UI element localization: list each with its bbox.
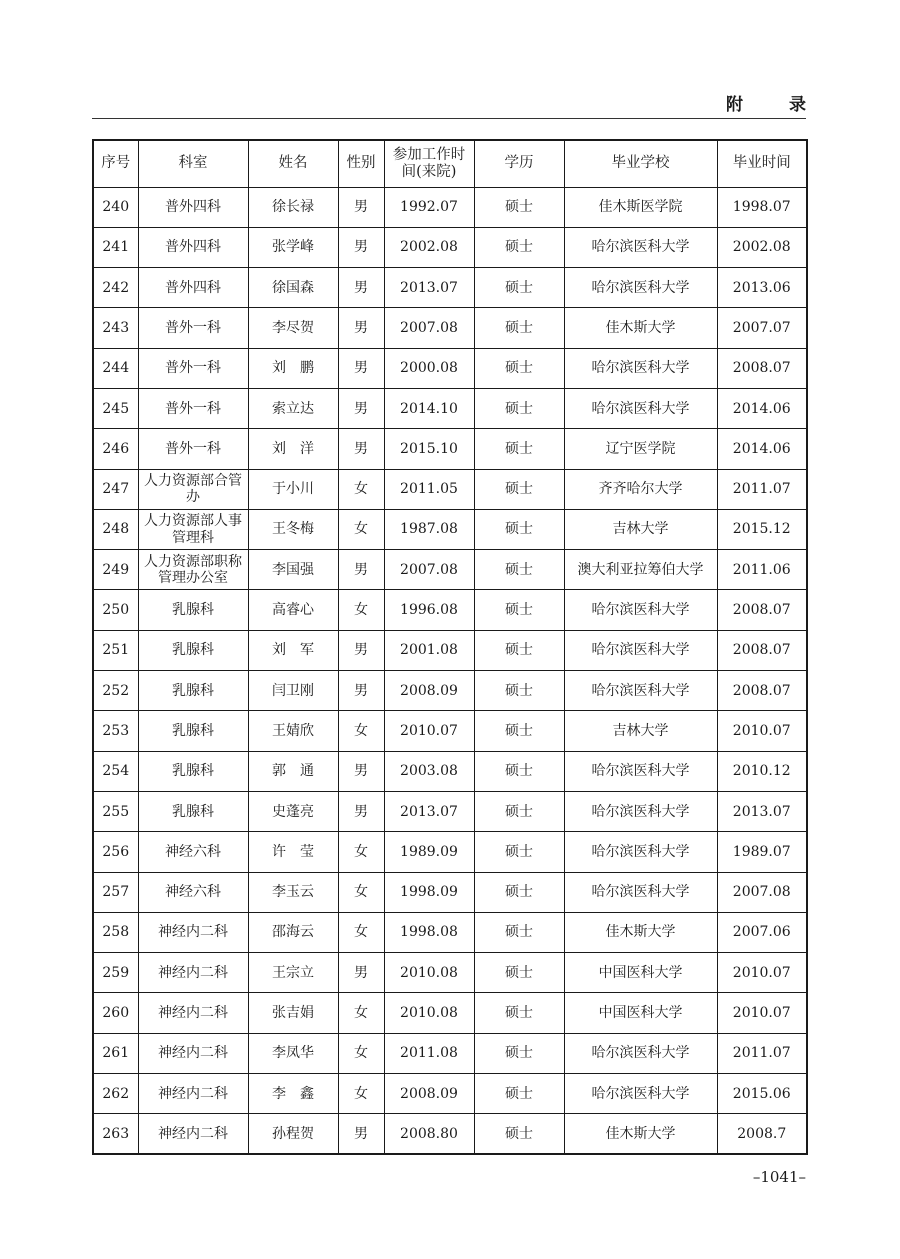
cell-name: 李尽贺	[248, 308, 338, 348]
cell-department: 普外四科	[138, 187, 248, 227]
cell-degree: 硕士	[474, 630, 564, 670]
table-header-row	[93, 140, 807, 187]
cell-start-date: 2011.08	[384, 1033, 474, 1073]
cell-index: 261	[93, 1033, 138, 1073]
col-header-gender: 性别	[338, 140, 384, 187]
cell-school: 哈尔滨医科大学	[564, 1074, 717, 1114]
col-header-graduation-date: 毕业时间	[717, 140, 807, 187]
header-rule	[92, 118, 806, 119]
cell-index: 262	[93, 1074, 138, 1114]
cell-index: 246	[93, 429, 138, 469]
cell-gender: 男	[338, 751, 384, 791]
col-header-start-date: 参加工作时间(来院)	[384, 140, 474, 187]
cell-graduation-date: 2013.06	[717, 268, 807, 308]
cell-degree: 硕士	[474, 308, 564, 348]
table-row	[93, 993, 807, 1033]
cell-school: 哈尔滨医科大学	[564, 1033, 717, 1073]
cell-school: 佳木斯医学院	[564, 187, 717, 227]
col-header-department: 科室	[138, 140, 248, 187]
cell-graduation-date: 2015.06	[717, 1074, 807, 1114]
cell-start-date: 2010.08	[384, 993, 474, 1033]
cell-degree: 硕士	[474, 953, 564, 993]
table-row	[93, 671, 807, 711]
cell-index: 256	[93, 832, 138, 872]
cell-gender: 男	[338, 187, 384, 227]
cell-gender: 男	[338, 630, 384, 670]
table-row	[93, 912, 807, 952]
cell-degree: 硕士	[474, 1114, 564, 1154]
cell-gender: 女	[338, 469, 384, 509]
cell-degree: 硕士	[474, 187, 564, 227]
table-row	[93, 187, 807, 227]
cell-department: 神经内二科	[138, 1074, 248, 1114]
cell-name: 孙程贺	[248, 1114, 338, 1154]
cell-name: 李 鑫	[248, 1074, 338, 1114]
cell-department: 乳腺科	[138, 711, 248, 751]
cell-school: 佳木斯大学	[564, 1114, 717, 1154]
cell-index: 248	[93, 509, 138, 549]
cell-degree: 硕士	[474, 469, 564, 509]
running-head	[726, 90, 806, 115]
cell-name: 刘 鹏	[248, 348, 338, 388]
cell-index: 247	[93, 469, 138, 509]
cell-name: 李玉云	[248, 872, 338, 912]
cell-gender: 男	[338, 268, 384, 308]
cell-degree: 硕士	[474, 388, 564, 428]
cell-school: 中国医科大学	[564, 993, 717, 1033]
cell-index: 241	[93, 227, 138, 267]
cell-department: 普外一科	[138, 429, 248, 469]
cell-degree: 硕士	[474, 429, 564, 469]
cell-start-date: 2013.07	[384, 268, 474, 308]
cell-school: 佳木斯大学	[564, 912, 717, 952]
cell-department: 神经六科	[138, 832, 248, 872]
table-row	[93, 1074, 807, 1114]
cell-department: 人力资源部职称管理办公室	[138, 550, 248, 590]
cell-start-date: 2013.07	[384, 791, 474, 831]
cell-name: 李国强	[248, 550, 338, 590]
cell-school: 吉林大学	[564, 509, 717, 549]
cell-department: 乳腺科	[138, 671, 248, 711]
cell-degree: 硕士	[474, 671, 564, 711]
cell-start-date: 1992.07	[384, 187, 474, 227]
table-row	[93, 711, 807, 751]
cell-name: 邵海云	[248, 912, 338, 952]
cell-school: 哈尔滨医科大学	[564, 630, 717, 670]
col-header-name: 姓名	[248, 140, 338, 187]
cell-graduation-date: 2008.07	[717, 671, 807, 711]
table-row	[93, 227, 807, 267]
cell-degree: 硕士	[474, 227, 564, 267]
cell-start-date: 2003.08	[384, 751, 474, 791]
cell-start-date: 2008.09	[384, 671, 474, 711]
cell-index: 243	[93, 308, 138, 348]
cell-department: 乳腺科	[138, 630, 248, 670]
cell-degree: 硕士	[474, 348, 564, 388]
cell-graduation-date: 1998.07	[717, 187, 807, 227]
cell-start-date: 1989.09	[384, 832, 474, 872]
cell-name: 于小川	[248, 469, 338, 509]
cell-school: 哈尔滨医科大学	[564, 348, 717, 388]
cell-degree: 硕士	[474, 711, 564, 751]
cell-department: 普外一科	[138, 308, 248, 348]
table-row	[93, 388, 807, 428]
cell-index: 240	[93, 187, 138, 227]
cell-index: 242	[93, 268, 138, 308]
cell-graduation-date: 2011.07	[717, 1033, 807, 1073]
table-row	[93, 429, 807, 469]
cell-school: 澳大利亚拉筹伯大学	[564, 550, 717, 590]
cell-index: 259	[93, 953, 138, 993]
cell-department: 人力资源部合管办	[138, 469, 248, 509]
cell-graduation-date: 2007.06	[717, 912, 807, 952]
cell-degree: 硕士	[474, 832, 564, 872]
cell-graduation-date: 2014.06	[717, 429, 807, 469]
cell-gender: 男	[338, 308, 384, 348]
cell-gender: 男	[338, 671, 384, 711]
cell-start-date: 1998.08	[384, 912, 474, 952]
cell-degree: 硕士	[474, 509, 564, 549]
table-row	[93, 268, 807, 308]
table-row	[93, 953, 807, 993]
cell-degree: 硕士	[474, 993, 564, 1033]
cell-gender: 女	[338, 711, 384, 751]
cell-gender: 男	[338, 1114, 384, 1154]
cell-name: 郭 通	[248, 751, 338, 791]
cell-gender: 女	[338, 912, 384, 952]
cell-school: 哈尔滨医科大学	[564, 268, 717, 308]
cell-index: 245	[93, 388, 138, 428]
cell-department: 神经内二科	[138, 1033, 248, 1073]
cell-gender: 男	[338, 429, 384, 469]
table-row	[93, 590, 807, 630]
table-row	[93, 469, 807, 509]
cell-department: 普外四科	[138, 268, 248, 308]
cell-index: 260	[93, 993, 138, 1033]
cell-department: 神经六科	[138, 872, 248, 912]
table-row	[93, 751, 807, 791]
cell-gender: 男	[338, 227, 384, 267]
cell-name: 徐国森	[248, 268, 338, 308]
cell-degree: 硕士	[474, 590, 564, 630]
cell-school: 中国医科大学	[564, 953, 717, 993]
cell-graduation-date: 2010.07	[717, 711, 807, 751]
table-row	[93, 1033, 807, 1073]
cell-start-date: 1987.08	[384, 509, 474, 549]
cell-start-date: 2008.80	[384, 1114, 474, 1154]
cell-department: 神经内二科	[138, 912, 248, 952]
table-row	[93, 509, 807, 549]
cell-start-date: 2007.08	[384, 308, 474, 348]
cell-gender: 女	[338, 1074, 384, 1114]
table-row	[93, 630, 807, 670]
cell-start-date: 2014.10	[384, 388, 474, 428]
table-body	[93, 187, 807, 1154]
cell-index: 252	[93, 671, 138, 711]
cell-school: 哈尔滨医科大学	[564, 832, 717, 872]
cell-gender: 女	[338, 832, 384, 872]
cell-index: 258	[93, 912, 138, 952]
cell-index: 255	[93, 791, 138, 831]
table-row	[93, 348, 807, 388]
cell-name: 王宗立	[248, 953, 338, 993]
col-header-degree: 学历	[474, 140, 564, 187]
cell-department: 神经内二科	[138, 953, 248, 993]
cell-graduation-date: 2007.07	[717, 308, 807, 348]
cell-name: 许 莹	[248, 832, 338, 872]
cell-graduation-date: 2015.12	[717, 509, 807, 549]
cell-department: 乳腺科	[138, 751, 248, 791]
cell-start-date: 1996.08	[384, 590, 474, 630]
cell-school: 辽宁医学院	[564, 429, 717, 469]
cell-gender: 女	[338, 590, 384, 630]
cell-degree: 硕士	[474, 268, 564, 308]
cell-department: 神经内二科	[138, 993, 248, 1033]
cell-index: 250	[93, 590, 138, 630]
cell-department: 乳腺科	[138, 791, 248, 831]
cell-index: 254	[93, 751, 138, 791]
cell-school: 吉林大学	[564, 711, 717, 751]
cell-name: 刘 军	[248, 630, 338, 670]
cell-department: 神经内二科	[138, 1114, 248, 1154]
cell-graduation-date: 2008.07	[717, 630, 807, 670]
cell-start-date: 1998.09	[384, 872, 474, 912]
cell-degree: 硕士	[474, 912, 564, 952]
cell-degree: 硕士	[474, 550, 564, 590]
cell-school: 齐齐哈尔大学	[564, 469, 717, 509]
cell-school: 哈尔滨医科大学	[564, 388, 717, 428]
cell-graduation-date: 2002.08	[717, 227, 807, 267]
cell-graduation-date: 2011.07	[717, 469, 807, 509]
cell-name: 闫卫刚	[248, 671, 338, 711]
cell-gender: 男	[338, 953, 384, 993]
table-row	[93, 872, 807, 912]
cell-gender: 男	[338, 550, 384, 590]
cell-degree: 硕士	[474, 791, 564, 831]
cell-school: 哈尔滨医科大学	[564, 751, 717, 791]
table-row	[93, 832, 807, 872]
cell-gender: 男	[338, 791, 384, 831]
cell-index: 244	[93, 348, 138, 388]
cell-name: 高睿心	[248, 590, 338, 630]
col-header-school: 毕业学校	[564, 140, 717, 187]
cell-department: 普外四科	[138, 227, 248, 267]
cell-graduation-date: 2013.07	[717, 791, 807, 831]
cell-degree: 硕士	[474, 1033, 564, 1073]
cell-school: 佳木斯大学	[564, 308, 717, 348]
cell-school: 哈尔滨医科大学	[564, 872, 717, 912]
cell-name: 王冬梅	[248, 509, 338, 549]
cell-department: 普外一科	[138, 348, 248, 388]
cell-index: 251	[93, 630, 138, 670]
cell-gender: 女	[338, 872, 384, 912]
cell-index: 257	[93, 872, 138, 912]
cell-index: 263	[93, 1114, 138, 1154]
cell-degree: 硕士	[474, 872, 564, 912]
cell-department: 乳腺科	[138, 590, 248, 630]
cell-graduation-date: 2011.06	[717, 550, 807, 590]
table-row	[93, 791, 807, 831]
cell-name: 刘 洋	[248, 429, 338, 469]
cell-gender: 男	[338, 348, 384, 388]
running-head-char-2: 录	[789, 95, 806, 115]
running-head-char-1: 附	[726, 95, 743, 115]
cell-graduation-date: 2010.07	[717, 993, 807, 1033]
cell-degree: 硕士	[474, 751, 564, 791]
cell-gender: 女	[338, 1033, 384, 1073]
staff-roster-table	[92, 139, 808, 1155]
cell-name: 张吉娟	[248, 993, 338, 1033]
cell-graduation-date: 2007.08	[717, 872, 807, 912]
page-number: –1041–	[752, 1168, 806, 1186]
cell-graduation-date: 2010.12	[717, 751, 807, 791]
cell-graduation-date: 2008.07	[717, 348, 807, 388]
cell-graduation-date: 2008.7	[717, 1114, 807, 1154]
cell-gender: 男	[338, 388, 384, 428]
cell-start-date: 2000.08	[384, 348, 474, 388]
cell-name: 索立达	[248, 388, 338, 428]
cell-graduation-date: 2014.06	[717, 388, 807, 428]
cell-start-date: 2002.08	[384, 227, 474, 267]
cell-name: 张学峰	[248, 227, 338, 267]
cell-index: 253	[93, 711, 138, 751]
cell-name: 李凤华	[248, 1033, 338, 1073]
cell-degree: 硕士	[474, 1074, 564, 1114]
cell-start-date: 2010.08	[384, 953, 474, 993]
cell-department: 普外一科	[138, 388, 248, 428]
cell-start-date: 2011.05	[384, 469, 474, 509]
cell-index: 249	[93, 550, 138, 590]
cell-start-date: 2015.10	[384, 429, 474, 469]
cell-start-date: 2007.08	[384, 550, 474, 590]
cell-school: 哈尔滨医科大学	[564, 227, 717, 267]
cell-name: 王婧欣	[248, 711, 338, 751]
cell-start-date: 2001.08	[384, 630, 474, 670]
cell-graduation-date: 2008.07	[717, 590, 807, 630]
cell-start-date: 2010.07	[384, 711, 474, 751]
table-row	[93, 550, 807, 590]
table-row	[93, 1114, 807, 1154]
col-header-index: 序号	[93, 140, 138, 187]
cell-school: 哈尔滨医科大学	[564, 590, 717, 630]
cell-department: 人力资源部人事管理科	[138, 509, 248, 549]
cell-start-date: 2008.09	[384, 1074, 474, 1114]
table-row	[93, 308, 807, 348]
cell-school: 哈尔滨医科大学	[564, 791, 717, 831]
cell-gender: 女	[338, 509, 384, 549]
cell-name: 史蓬亮	[248, 791, 338, 831]
cell-graduation-date: 2010.07	[717, 953, 807, 993]
cell-name: 徐长禄	[248, 187, 338, 227]
cell-school: 哈尔滨医科大学	[564, 671, 717, 711]
cell-graduation-date: 1989.07	[717, 832, 807, 872]
cell-gender: 女	[338, 993, 384, 1033]
